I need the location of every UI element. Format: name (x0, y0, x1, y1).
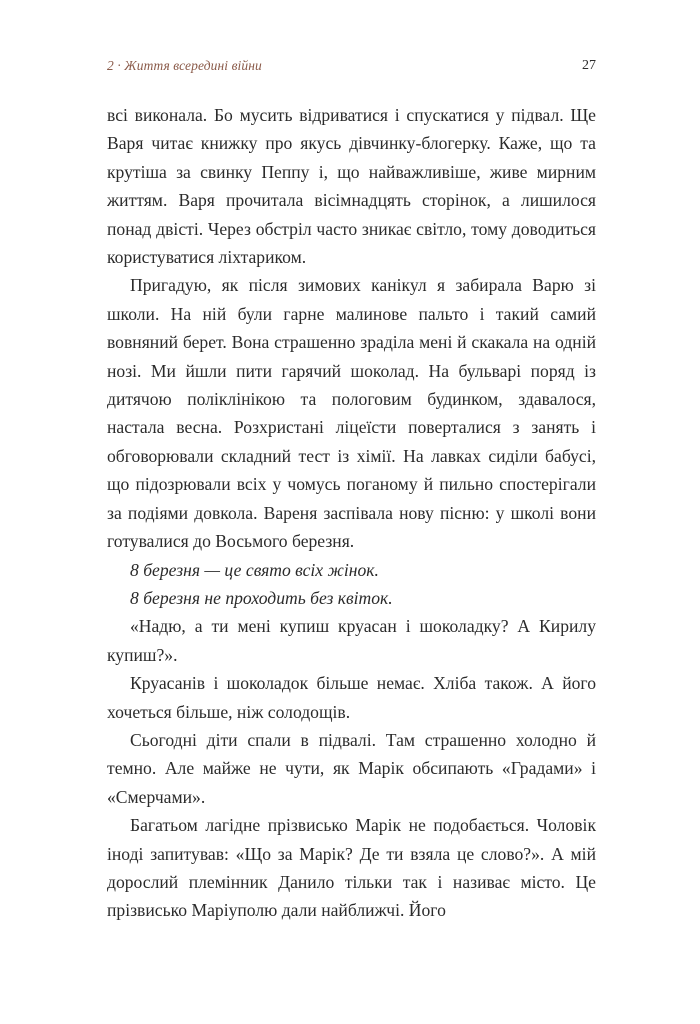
book-page (107, 0, 596, 1024)
running-head (107, 58, 596, 78)
paragraph-basement: Сьогодні діти спали в підвалі. Там страшенно холодно й темно. Але майже не чути, як Марік обсипають «Градами» і «Смерчами». (107, 729, 596, 807)
paragraph-quote: «Надю, а ти мені купиш круасан і шоколадку? А Кирилу купиш?». (107, 616, 596, 665)
paragraph-continuation: всі виконала. Бо мусить відриватися і спускатися у підвал. Ще Варя читає книжку про якусь дівчинку-блогерку. Каже, що та крутіша за свинку Пеппу і, що найважливіше, живе мирним життям. Варя прочитала вісімнадцять сторінок, а лишилося понад двісті. Через обстріл часто зникає світло, тому доводиться користуватися ліхтариком. (107, 105, 596, 268)
song-line-1: 8 березня — це свято всіх жінок. (130, 559, 379, 580)
song-line-2: 8 березня не проходить без квіток. (130, 587, 393, 608)
paragraph-croissants: Круасанів і шоколадок більше немає. Хліба також. А його хочеться більше, ніж солодощів. (107, 673, 596, 722)
running-title: 2 · Життя всередині війни (107, 58, 262, 73)
page-number: 27 (582, 58, 596, 73)
body-text (107, 101, 596, 925)
paragraph-memory: Пригадую, як після зимових канікул я забирала Варю зі школи. На ній були гарне малинове пальто і такий самий вовняний берет. Вона страшенно зраділа мені й скакала на одній нозі. Ми йшли пити гарячий шоколад. На бульварі поряд із дитячою поліклінікою та пологовим будинком, здавалося, настала весна. Розхристані ліцеїсти поверталися з занять і обговорювали складний тест із хімії. На лавках сиділи бабусі, що підозрювали всіх у чомусь поганому й пильно спостерігали за подіями довкола. Вареня заспівала нову пісню: у школі вони готувалися до Восьмого березня. (107, 275, 596, 552)
paragraph-nickname: Багатьом лагідне прізвисько Марік не подобається. Чоловік іноді запитував: «Що за Марік? Де ти взяла це слово?». А мій дорослий племінник Данило тільки так і називає місто. Це прізвисько Маріуполю дали найближчі. Його (107, 815, 596, 921)
